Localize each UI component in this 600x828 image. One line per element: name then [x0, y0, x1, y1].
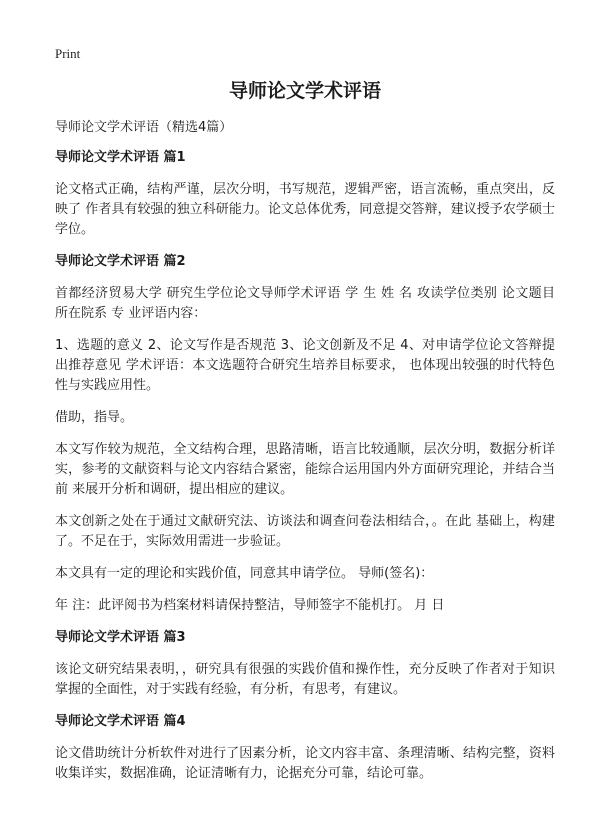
section-paragraph: 借助，指导。	[55, 410, 134, 425]
section-paragraph: 本文写作较为规范，全文结构合理，思路清晰，语言比较通顺，层次分明，数据分析详实，参考的文献资料与论文内容结合紧密，能综合运用国内外方面研究理论，并结合当前 来展开分析和调研，提出相应的建议。	[55, 442, 555, 497]
section-1	[55, 148, 555, 240]
section-heading: 导师论文学术评语 篇4	[55, 714, 186, 729]
section-heading: 导师论文学术评语 篇2	[55, 254, 186, 269]
section-3	[55, 628, 555, 700]
section-2	[55, 252, 555, 616]
page-title: 导师论文学术评语	[228, 80, 381, 102]
print-link[interactable]: Print	[55, 46, 81, 61]
section-heading: 导师论文学术评语 篇3	[55, 630, 186, 645]
section-paragraph: 本文具有一定的理论和实践价值，同意其申请学位。 导师(签名)：	[55, 566, 434, 581]
section-paragraph: 本文创新之处在于通过文献研究法、访谈法和调查问卷法相结合，。在此 基础上，构建了。不足在于，实际效用需进一步验证。	[55, 514, 555, 549]
section-heading: 导师论文学术评语 篇1	[55, 150, 186, 165]
section-paragraph: 首都经济贸易大学 研究生学位论文导师学术评语 学 生 姓 名 攻读学位类别 论文题目 所在院系 专 业评语内容：	[55, 286, 555, 321]
document-body	[55, 78, 555, 796]
section-paragraph: 论文借助统计分析软件对进行了因素分析，论文内容丰富、条理清晰、结构完整，资料收集详实，数据准确，论证清晰有力，论据充分可靠，结论可靠。	[55, 746, 555, 781]
section-4	[55, 712, 555, 784]
document-subtitle: 导师论文学术评语（精选4篇）	[55, 120, 233, 135]
section-paragraph: 年 注：此评阅书为档案材料请保持整洁，导师签字不能机打。 月 日	[55, 598, 445, 613]
section-paragraph: 该论文研究结果表明，，研究具有很强的实践价值和操作性，充分反映了作者对于知识掌握的全面性，对于实践有经验，有分析，有思考，有建议。	[55, 662, 555, 697]
section-paragraph: 1、选题的意义 2、论文写作是否规范 3、论文创新及不足 4、对申请学位论文答辩提出推荐意见 学术评语：本文选题符合研究生培养目标要求， 也体现出较强的时代特色性与实践应用性。	[55, 338, 555, 393]
section-paragraph: 论文格式正确，结构严谨，层次分明，书写规范，逻辑严密，语言流畅，重点突出，反映了 作者具有较强的独立科研能力。论文总体优秀，同意提交答辩，建议授予农学硕士学位。	[55, 182, 555, 237]
